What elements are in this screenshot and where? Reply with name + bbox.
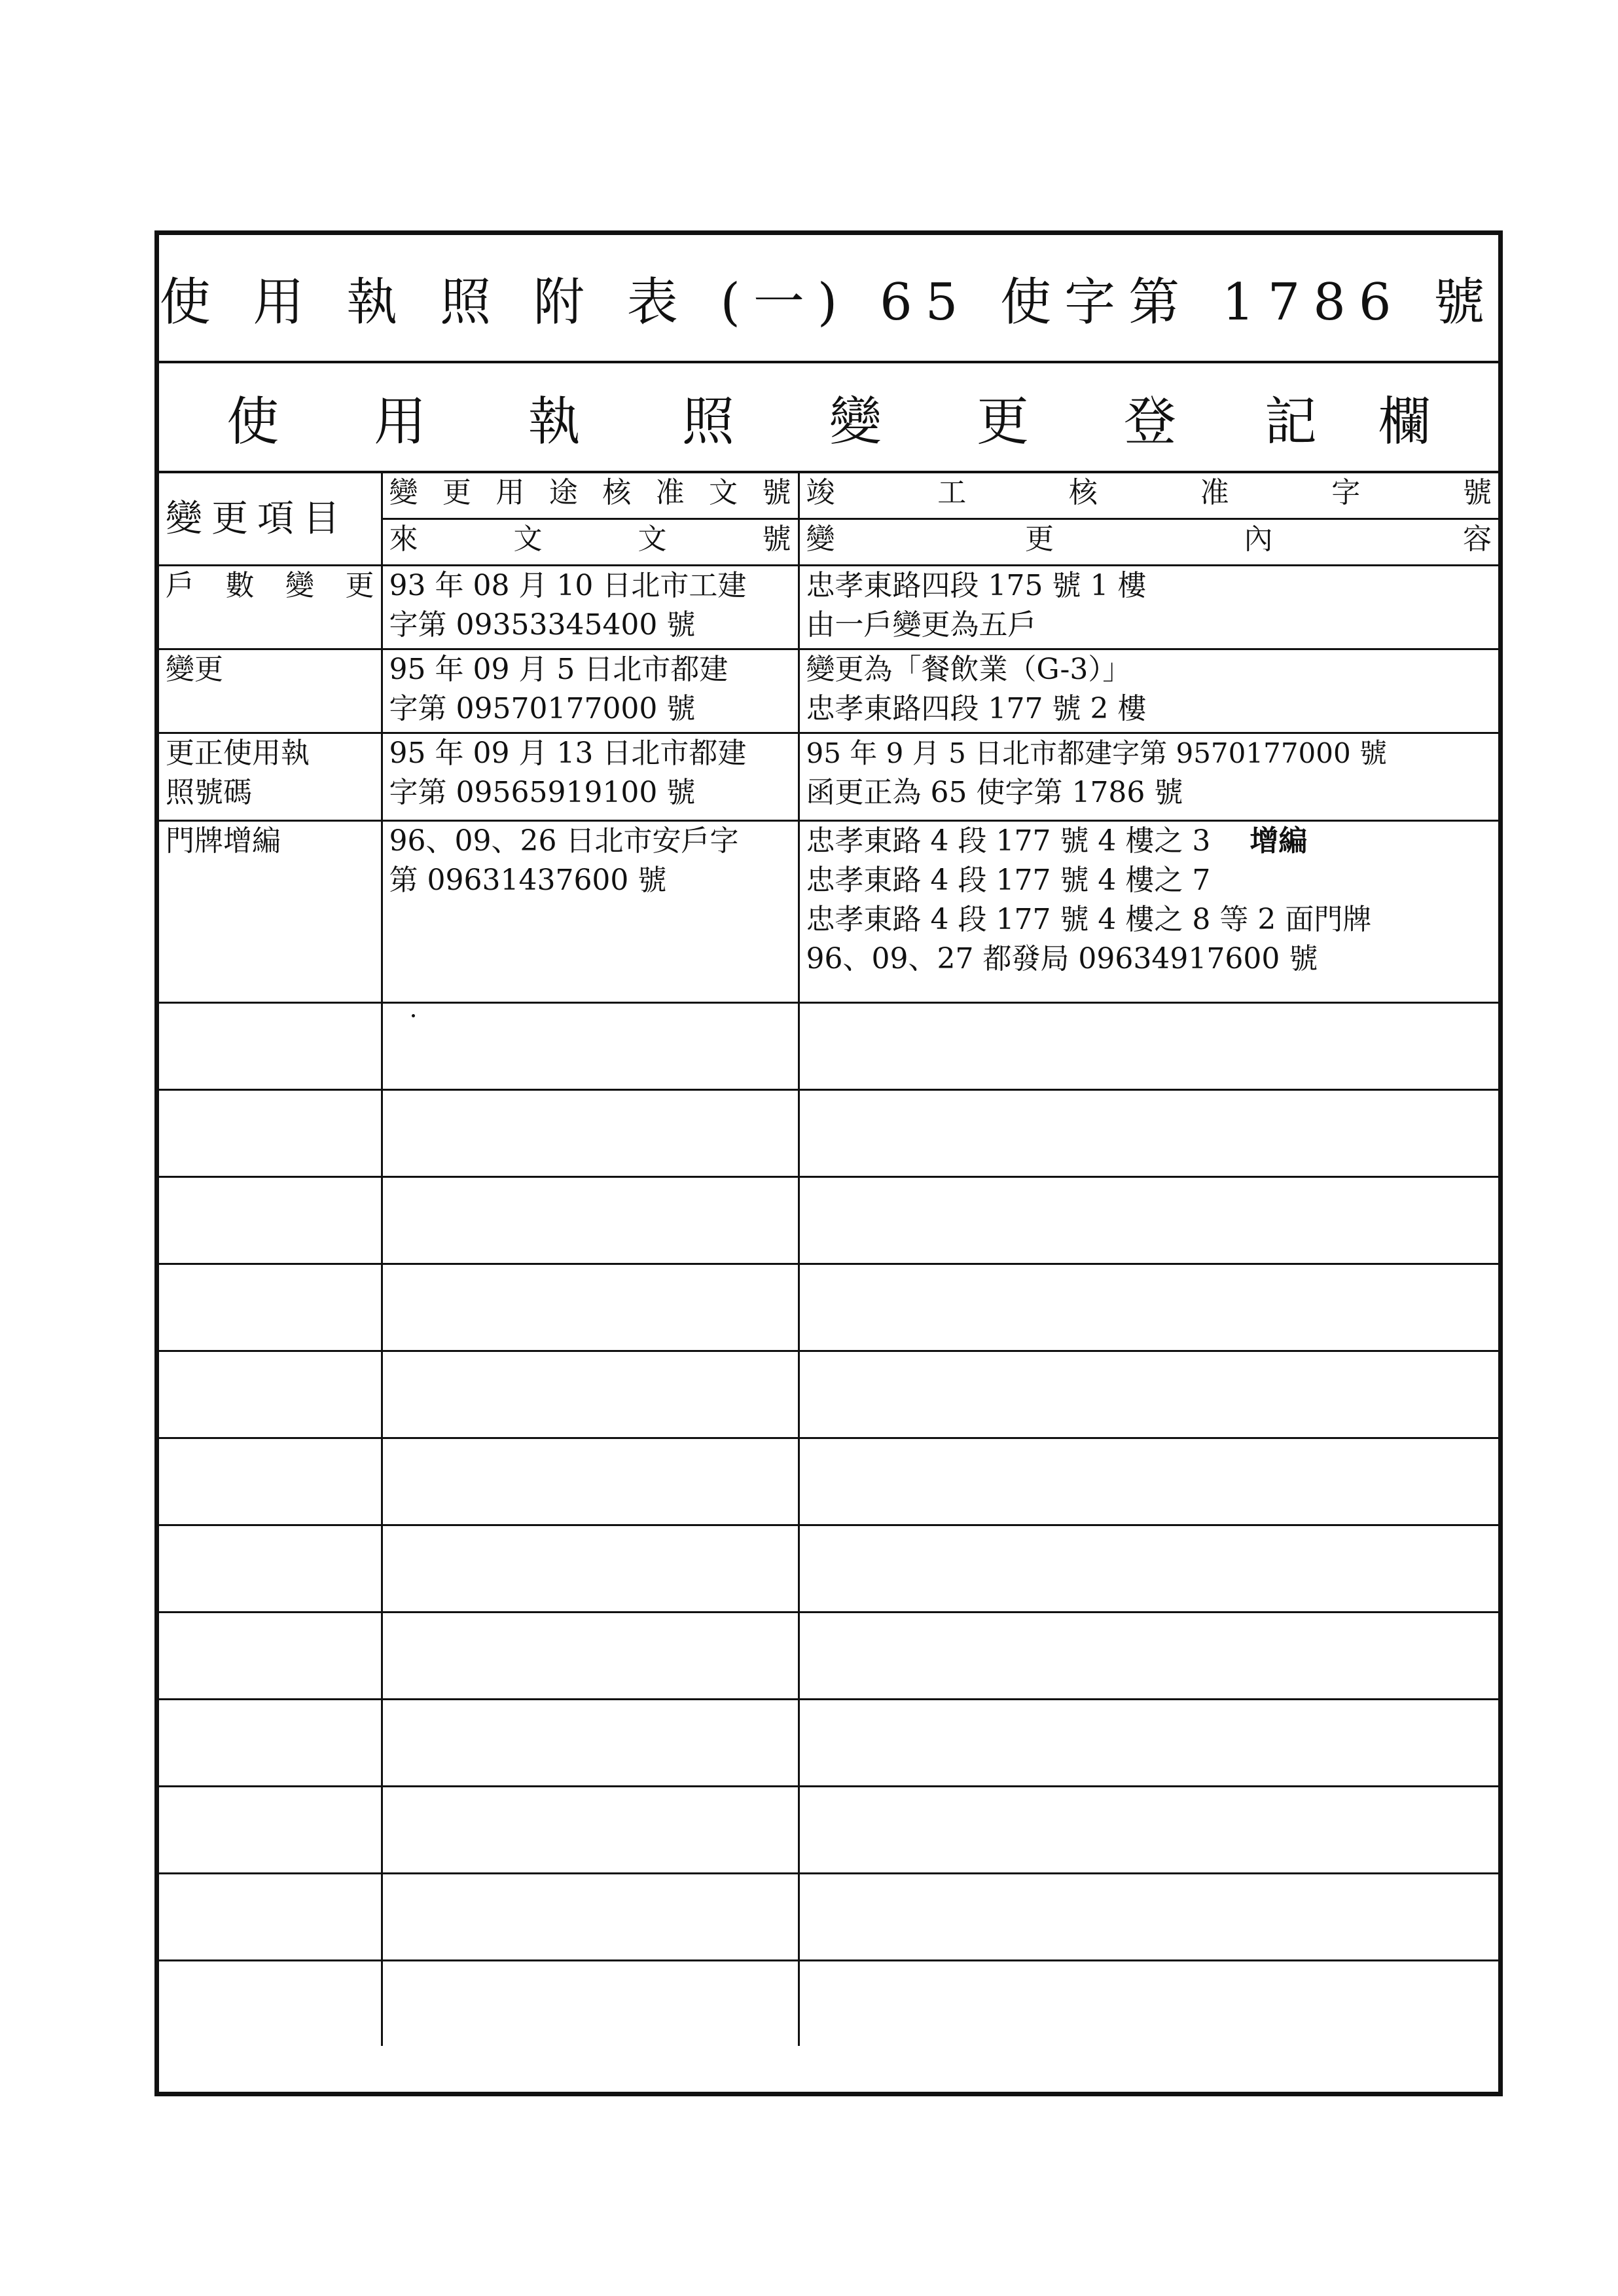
row-content: 95 年 9 月 5 日北市都建字第 9570177000 號 函更正為 65 使字第 1786 號 — [799, 733, 1498, 821]
header-completion-approval-no: 竣 工 核 准 字 號 — [799, 473, 1498, 519]
section-title-char: 照 — [681, 391, 734, 452]
row-item: 戶 數 變 更 — [159, 566, 382, 649]
header-row-top — [159, 473, 1498, 519]
empty-row — [159, 1090, 1498, 1177]
added-note: 增編 — [1249, 824, 1308, 858]
empty-row — [159, 1874, 1498, 1961]
header-incoming-doc-no: 來 文 文 號 — [382, 519, 799, 566]
table-row — [159, 821, 1498, 1003]
section-title-char: 更 — [976, 391, 1029, 452]
empty-row — [159, 1700, 1498, 1787]
empty-row — [159, 1003, 1498, 1090]
section-title-row — [159, 363, 1498, 473]
section-title-char: 變 — [829, 391, 882, 452]
section-title-char: 登 — [1124, 391, 1177, 452]
section-title-char: 使 — [226, 391, 279, 452]
row-item: 門牌增編 — [159, 821, 382, 1003]
empty-row — [159, 1961, 1498, 2046]
section-title-char: 記 — [1264, 391, 1317, 452]
form-title: 使 用 執 照 附 表 (一) 65 使字第 1786 號 — [159, 273, 1498, 332]
empty-row — [159, 1351, 1498, 1438]
row-doc: 95 年 09 月 5 日北市都建 字第 09570177000 號 — [382, 649, 799, 733]
section-title-char: 欄 — [1378, 391, 1431, 452]
row-content: 忠孝東路 4 段 177 號 4 樓之 3 增編 忠孝東路 4 段 177 號 4 樓之 7 忠孝東路 4 段 177 號 4 樓之 8 等 2 面門牌 96、09、27 都發局 09634917600 號 — [799, 821, 1498, 1003]
empty-row — [159, 1177, 1498, 1264]
header-change-item: 變更項目 — [159, 473, 382, 566]
row-doc: 96、09、26 日北市安戶字 第 09631437600 號 — [382, 821, 799, 1003]
header-approval-doc-no: 變 更 用 途 核 准 文 號 — [382, 473, 799, 519]
empty-row — [159, 1264, 1498, 1351]
form-title-row — [159, 235, 1498, 363]
table-row — [159, 566, 1498, 649]
change-register-table — [159, 473, 1498, 2046]
stray-mark — [412, 1014, 415, 1017]
row-item: 更正使用執 照號碼 — [159, 733, 382, 821]
empty-row — [159, 1438, 1498, 1525]
row-item: 變更 — [159, 649, 382, 733]
section-title-char: 用 — [374, 391, 427, 452]
empty-row — [159, 1613, 1498, 1700]
table-row — [159, 649, 1498, 733]
row-content: 變更為「餐飲業（G-3）」 忠孝東路四段 177 號 2 樓 — [799, 649, 1498, 733]
empty-row — [159, 1787, 1498, 1874]
table-row — [159, 733, 1498, 821]
header-change-content: 變 更 內 容 — [799, 519, 1498, 566]
row-doc: 93 年 08 月 10 日北市工建 字第 09353345400 號 — [382, 566, 799, 649]
row-doc: 95 年 09 月 13 日北市都建 字第 09565919100 號 — [382, 733, 799, 821]
row-content: 忠孝東路四段 175 號 1 樓 由一戶變更為五戶 — [799, 566, 1498, 649]
empty-row — [159, 1525, 1498, 1613]
section-title-char: 執 — [528, 391, 581, 452]
form-frame — [154, 230, 1503, 2096]
